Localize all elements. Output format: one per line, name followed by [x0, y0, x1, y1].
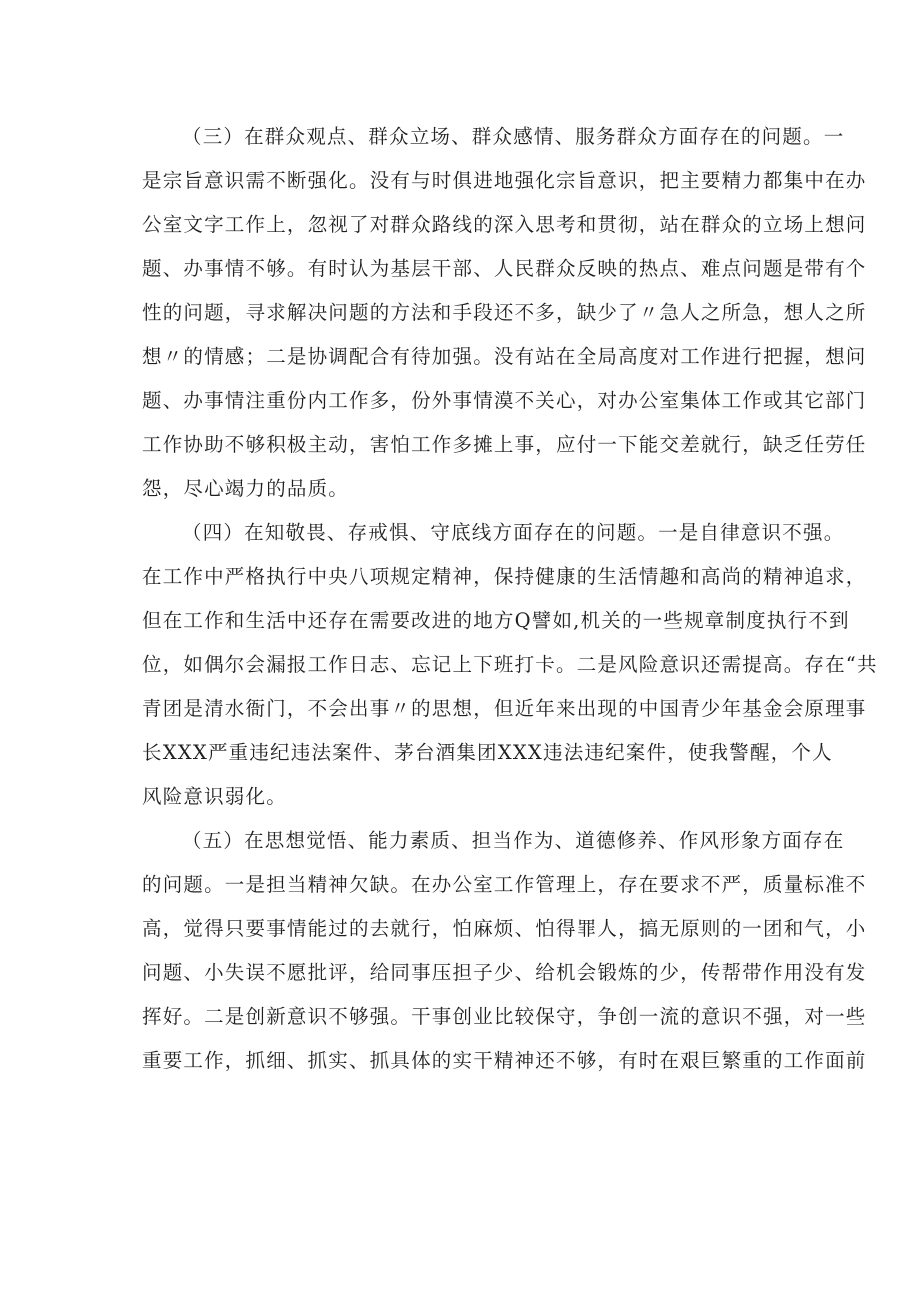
paragraph-5-line-6: 重要工作，抓细、抓实、抓具体的实干精神还不够，有时在艰巨繁重的工作面前	[142, 1049, 867, 1072]
paragraph-3-line-1: （三）在群众观点、群众立场、群众感情、服务群众方面存在的问题。一	[182, 125, 845, 148]
paragraph-3-line-7: 题、办事情注重份内工作多，份外事情漠不关心，对办公室集体工作或其它部门	[142, 389, 867, 412]
paragraph-3-line-2: 是宗旨意识需不断强化。没有与时俱进地强化宗旨意识，把主要精力都集中在办	[142, 169, 867, 192]
paragraph-4-line-1: （四）在知敬畏、存戒惧、守底线方面存在的问题。一是自律意识不强。	[182, 521, 845, 544]
paragraph-3-line-9: 怨，尽心竭力的品质。	[142, 477, 350, 500]
paragraph-5-line-4: 问题、小失误不愿批评，给同事压担子少、给机会锻炼的少，传帮带作用没有发	[142, 961, 867, 984]
paragraph-5-line-5: 挥好。二是创新意识不够强。干事创业比较保守，争创一流的意识不强，对一些	[142, 1005, 867, 1028]
paragraph-4-line-3: 但在工作和生活中还存在需要改进的地方Q譬如,机关的一些规章制度执行不到	[142, 609, 850, 632]
paragraph-5-line-3: 高，觉得只要事情能过的去就行，怕麻烦、怕得罪人，搞无原则的一团和气，小	[142, 917, 867, 940]
paragraph-4-line-7: 风险意识弱化。	[142, 785, 287, 808]
paragraph-3-line-6: 想〃的情感；二是协调配合有待加强。没有站在全局高度对工作进行把握，想问	[142, 345, 867, 368]
paragraph-4-line-6: 长XXX严重违纪违法案件、茅台酒集团XXX违法违纪案件，使我警醒，个人	[142, 741, 833, 764]
paragraph-3-line-3: 公室文字工作上，忽视了对群众路线的深入思考和贯彻，站在群众的立场上想问	[142, 213, 867, 236]
paragraph-4-line-4: 位，如偶尔会漏报工作日志、忘记上下班打卡。二是风险意识还需提高。存在“共	[142, 653, 878, 676]
paragraph-3-line-4: 题、办事情不够。有时认为基层干部、人民群众反映的热点、难点问题是带有个	[142, 257, 867, 280]
paragraph-3-line-5: 性的问题，寻求解决问题的方法和手段还不多，缺少了〃急人之所急，想人之所	[142, 301, 867, 324]
paragraph-4-line-2: 在工作中严格执行中央八项规定精神，保持健康的生活情趣和高尚的精神追求，	[142, 565, 867, 588]
paragraph-5-line-2: 的问题。一是担当精神欠缺。在办公室工作管理上，存在要求不严，质量标准不	[142, 873, 867, 896]
paragraph-5-line-1: （五）在思想觉悟、能力素质、担当作为、道德修养、作风形象方面存在	[182, 829, 845, 852]
paragraph-3-line-8: 工作协助不够积极主动，害怕工作多摊上事，应付一下能交差就行，缺乏任劳任	[142, 433, 867, 456]
paragraph-4-line-5: 青团是清水衙门，不会出事〃的思想，但近年来出现的中国青少年基金会原理事	[142, 697, 867, 720]
